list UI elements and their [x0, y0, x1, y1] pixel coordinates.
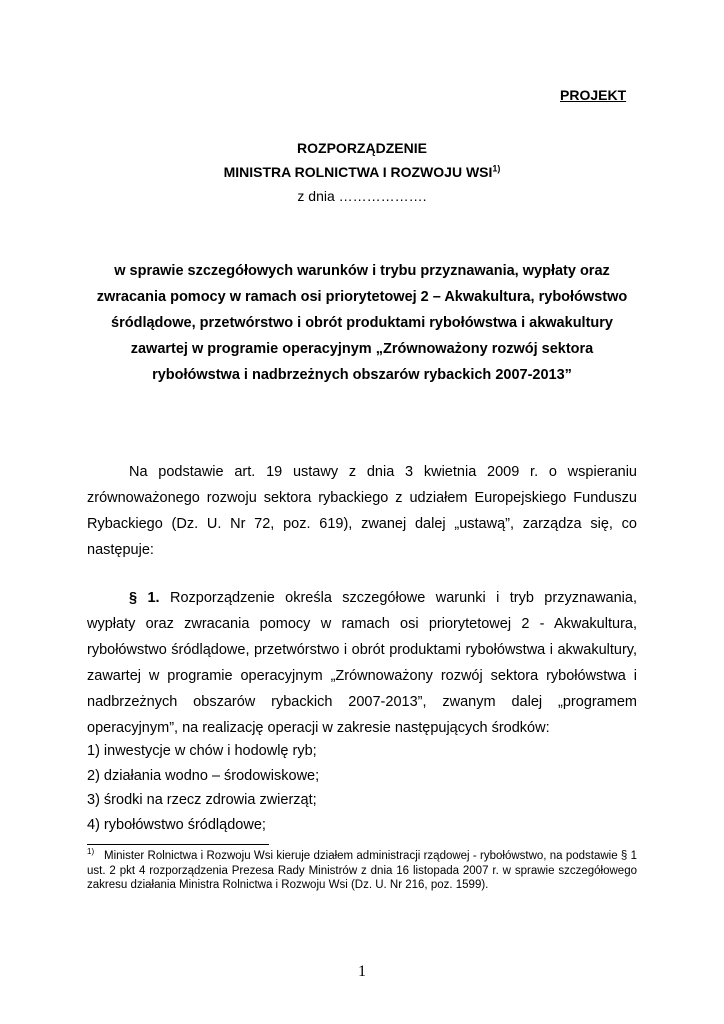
title-line-2-text: MINISTRA ROLNICTWA I ROZWOJU WSI [223, 164, 493, 180]
list-item: 3) środki na rzecz zdrowia zwierząt; [87, 792, 317, 808]
regulation-title [87, 136, 637, 208]
list-item: 4) rybołówstwo śródlądowe; [87, 816, 266, 833]
list-item: 2) działania wodno – środowiskowe; [87, 767, 320, 784]
footnote-text: Minister Rolnictwa i Rozwoju Wsi kieruje działem administracji rządowej - rybołówstwo, na podstawie § 1 ust. 2 pkt 4 rozporządzenia Prezesa Rady Ministrów z dnia 16 listopada 2007 r. w sprawie szczegółowego zakresu działania Ministra Rolnictwa i Rozwoju Wsi (Dz. U. Nr 216, poz. 1599). [87, 850, 637, 891]
title-date-line: z dnia ………………. [297, 188, 427, 204]
section-1-text: Rozporządzenie określa szczegółowe warunki i tryb przyznawania, wypłaty oraz zwracania pomocy w ramach osi priorytetowej 2 - Akwakultura, rybołówstwo śródlądowe, przetwórstwo i obrót produktami rybołówstwa i akwakultury, zawartej w programie operacyjnym „Zrównoważony rozwój sektora rybołówstwa i nadbrzeżnych obszarów rybackich 2007-2013”, zwanym dalej „programem operacyjnym”, na realizację operacji w zakresie następujących środków: [87, 590, 637, 736]
title-line-1: ROZPORZĄDZENIE [297, 140, 427, 156]
section-1-list [87, 739, 637, 837]
intro-text: Na podstawie art. 19 ustawy z dnia 3 kwietnia 2009 r. o wspieraniu zrównoważonego rozwoju sektora rybackiego z udziałem Europejskiego Funduszu Rybackiego (Dz. U. Nr 72, poz. 619), zwanej dalej „ustawą”, zarządza się, co następuje: [87, 464, 637, 558]
title-line-2 [87, 160, 637, 184]
section-1-paragraph [87, 585, 637, 741]
intro-paragraph [87, 459, 637, 563]
footnote [87, 849, 637, 893]
list-item: 1) inwestycje w chów i hodowlę ryb; [87, 743, 317, 759]
section-1-mark: § 1. [129, 590, 160, 606]
regulation-subject: w sprawie szczegółowych warunków i trybu przyznawania, wypłaty oraz zwracania pomocy w ramach osi priorytetowej 2 – Akwakultura, rybołówstwo śródlądowe, przetwórstwo i obrót produktami rybołówstwa i akwakultury zawartej w programie operacyjnym „Zrównoważony rozwój sektora rybołówstwa i nadbrzeżnych obszarów rybackich 2007-2013” [96, 263, 628, 383]
section-1-content [87, 585, 637, 741]
footnote-divider [87, 844, 269, 845]
footnote-reference: 1) [492, 163, 501, 174]
footnote-mark: 1) [87, 847, 95, 857]
page-number: 1 [358, 963, 366, 980]
projekt-label: PROJEKT [560, 87, 627, 103]
